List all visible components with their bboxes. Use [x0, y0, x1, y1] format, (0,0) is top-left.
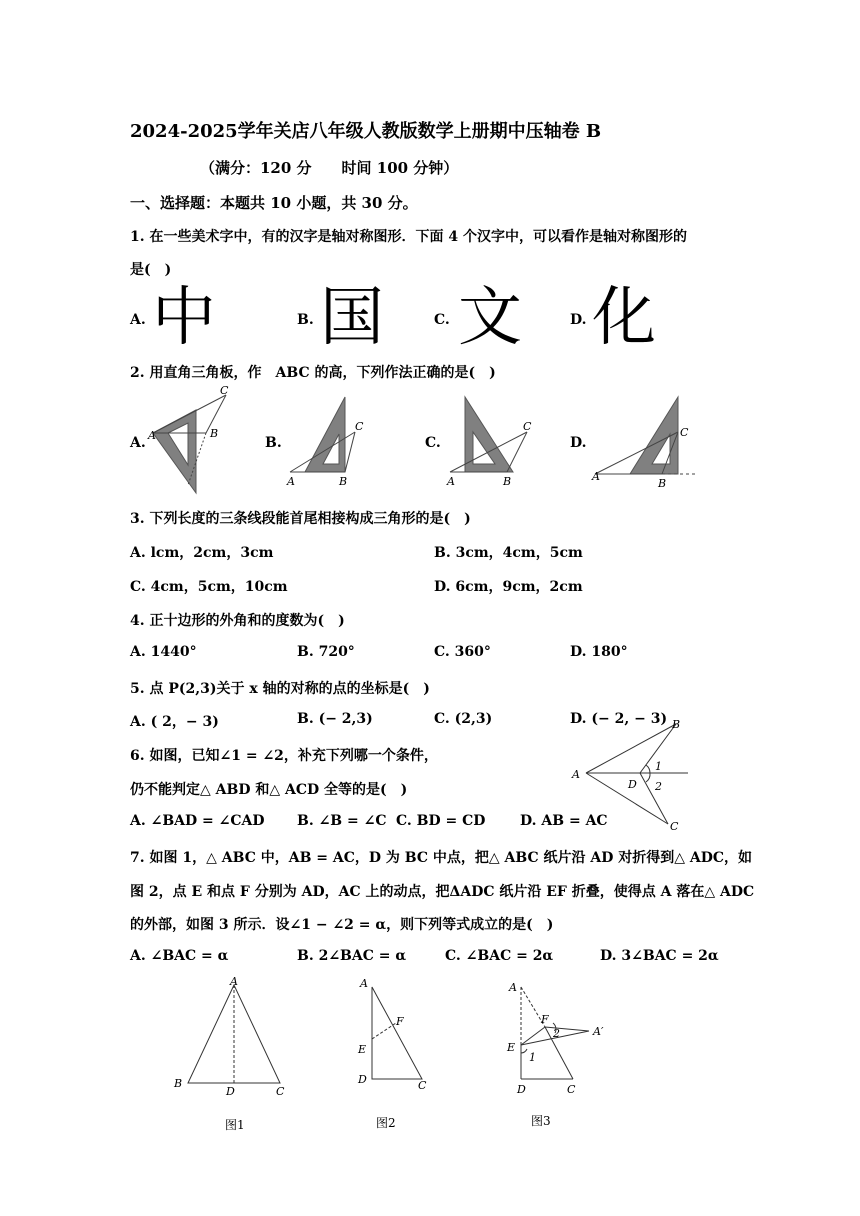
q4-text: 4. 正十边形的外角和的度数为( ) — [130, 613, 345, 629]
q1-option-a-char: 中 — [152, 281, 216, 355]
q2a-label-c: C — [220, 384, 229, 397]
q7-text-line1: 7. 如图 1，△ ABC 中，AB = AC，D 为 BC 中点，把△ ABC 纸片沿 AD 对折得到△ ADC，如 — [130, 850, 753, 866]
q1-option-a-label: A. — [130, 312, 146, 328]
q7-figure-2 — [352, 975, 442, 1135]
section-heading: 一、选择题：本题共 10 小题，共 30 分。 — [130, 194, 418, 212]
q3-option-b: B. 3cm，4cm，5cm — [434, 545, 583, 561]
q7-caption-3: 图3 — [531, 1114, 551, 1128]
q7f3-label-2: 2 — [553, 1027, 560, 1040]
q5-text: 5. 点 P(2,3)关于 x 轴的对称的点的坐标是( ) — [130, 681, 430, 697]
q2c-label-a: A — [447, 475, 455, 488]
q7f1-label-a: A — [230, 975, 238, 988]
q7-option-d: D. 3∠BAC = 2α — [600, 948, 719, 964]
q2c-label-c: C — [523, 420, 532, 433]
q2-option-b-label: B. — [265, 435, 282, 451]
q2-figure-b — [285, 392, 385, 492]
q4-option-a: A. 1440° — [130, 644, 197, 660]
q2-figure-d — [590, 392, 700, 492]
q1-option-d-char: 化 — [592, 281, 656, 355]
q3-option-a: A. lcm，2cm，3cm — [130, 545, 274, 561]
q6-option-d: D. AB = AC — [520, 813, 608, 829]
q7f3-label-f: F — [541, 1013, 549, 1026]
q7f1-label-b: B — [174, 1077, 183, 1090]
q6-text-line2: 仍不能判定△ ABD 和△ ACD 全等的是( ) — [130, 782, 408, 798]
q6-option-b: B. ∠B = ∠C — [297, 813, 387, 829]
q3-option-d: D. 6cm，9cm，2cm — [434, 579, 583, 595]
q7f3-label-a-prime: A′ — [593, 1025, 604, 1038]
q7f3-label-c: C — [567, 1083, 576, 1096]
q4-option-d: D. 180° — [570, 644, 628, 660]
q5-option-c: C. (2,3) — [434, 711, 493, 727]
q2-option-c-label: C. — [425, 435, 441, 451]
q6-label-c: C — [670, 820, 679, 833]
q2a-label-a: A — [148, 429, 156, 442]
q7f2-label-e: E — [358, 1043, 367, 1056]
q4-option-b: B. 720° — [297, 644, 355, 660]
q1-option-d-label: D. — [570, 312, 587, 328]
q7-figure-1 — [170, 975, 290, 1135]
q2a-label-b: B — [210, 427, 219, 440]
q6-label-d: D — [628, 778, 637, 791]
q2b-label-b: B — [339, 475, 348, 488]
q2-option-d-label: D. — [570, 435, 587, 451]
q7-option-a: A. ∠BAC = α — [130, 948, 229, 964]
q7f3-label-a: A — [509, 981, 517, 994]
q7f2-label-c: C — [418, 1079, 427, 1092]
q7f2-label-a: A — [360, 977, 368, 990]
q7f3-label-1: 1 — [529, 1051, 536, 1064]
q5-option-b: B. (− 2,3) — [297, 711, 373, 727]
q2-figure-a — [148, 385, 238, 495]
q2b-label-a: A — [287, 475, 295, 488]
q5-option-d: D. (− 2, − 3) — [570, 711, 668, 727]
q7f2-label-d: D — [358, 1073, 367, 1086]
q7-caption-2: 图2 — [376, 1116, 396, 1130]
q7-figure-3 — [505, 975, 645, 1135]
q7f1-label-d: D — [226, 1085, 235, 1098]
q6-label-2: 2 — [655, 780, 662, 793]
q6-text-line1: 6. 如图，已知∠1 = ∠2，补充下列哪一个条件， — [130, 748, 438, 764]
q6-label-1: 1 — [655, 760, 662, 773]
q2d-label-a: A — [592, 470, 600, 483]
q7f3-label-e: E — [507, 1041, 516, 1054]
q2d-label-c: C — [680, 426, 689, 439]
q1-option-c-label: C. — [434, 312, 450, 328]
q3-text: 3. 下列长度的三条线段能首尾相接构成三角形的是( ) — [130, 511, 471, 527]
q2c-label-b: B — [503, 475, 512, 488]
q2-option-a-label: A. — [130, 435, 146, 451]
q7-option-c: C. ∠BAC = 2α — [445, 948, 554, 964]
q2d-label-b: B — [658, 477, 667, 490]
q3-option-c: C. 4cm，5cm，10cm — [130, 579, 288, 595]
q6-label-b: B — [672, 718, 681, 731]
q6-option-c: C. BD = CD — [396, 813, 486, 829]
q5-option-a: A. ( 2，− 3) — [130, 714, 219, 730]
q7-caption-1: 图1 — [225, 1118, 245, 1132]
page-title: 2024-2025学年关店八年级人教版数学上册期中压轴卷 B — [130, 121, 602, 142]
q2b-label-c: C — [355, 420, 364, 433]
q6-option-a: A. ∠BAD = ∠CAD — [130, 813, 265, 829]
q2-text: 2. 用直角三角板，作 ABC 的高，下列作法正确的是( ) — [130, 365, 496, 381]
q7-text-line2: 图 2，点 E 和点 F 分别为 AD，AC 上的动点，把ΔADC 纸片沿 EF 折叠，使得点 A 落在△ ADC — [130, 884, 755, 900]
q1-option-b-char: 国 — [320, 281, 384, 355]
q7-option-b: B. 2∠BAC = α — [297, 948, 407, 964]
q7-text-line3: 的外部，如图 3 所示．设∠1 − ∠2 = α，则下列等式成立的是( ) — [130, 917, 554, 933]
q4-option-c: C. 360° — [434, 644, 491, 660]
q1-option-b-label: B. — [297, 312, 314, 328]
q1-option-c-char: 文 — [458, 281, 522, 355]
q7f1-label-c: C — [276, 1085, 285, 1098]
q7f3-label-d: D — [517, 1083, 526, 1096]
q7f2-label-f: F — [396, 1015, 404, 1028]
q1-text-line1: 1. 在一些美术字中，有的汉字是轴对称图形．下面 4 个汉字中，可以看作是轴对称图形的 — [130, 229, 687, 245]
q6-label-a: A — [572, 768, 580, 781]
page-subtitle: （满分：120 分 时间 100 分钟） — [200, 159, 459, 177]
q1-text-line2: 是( ) — [130, 262, 172, 278]
q2-figure-c — [445, 392, 545, 492]
